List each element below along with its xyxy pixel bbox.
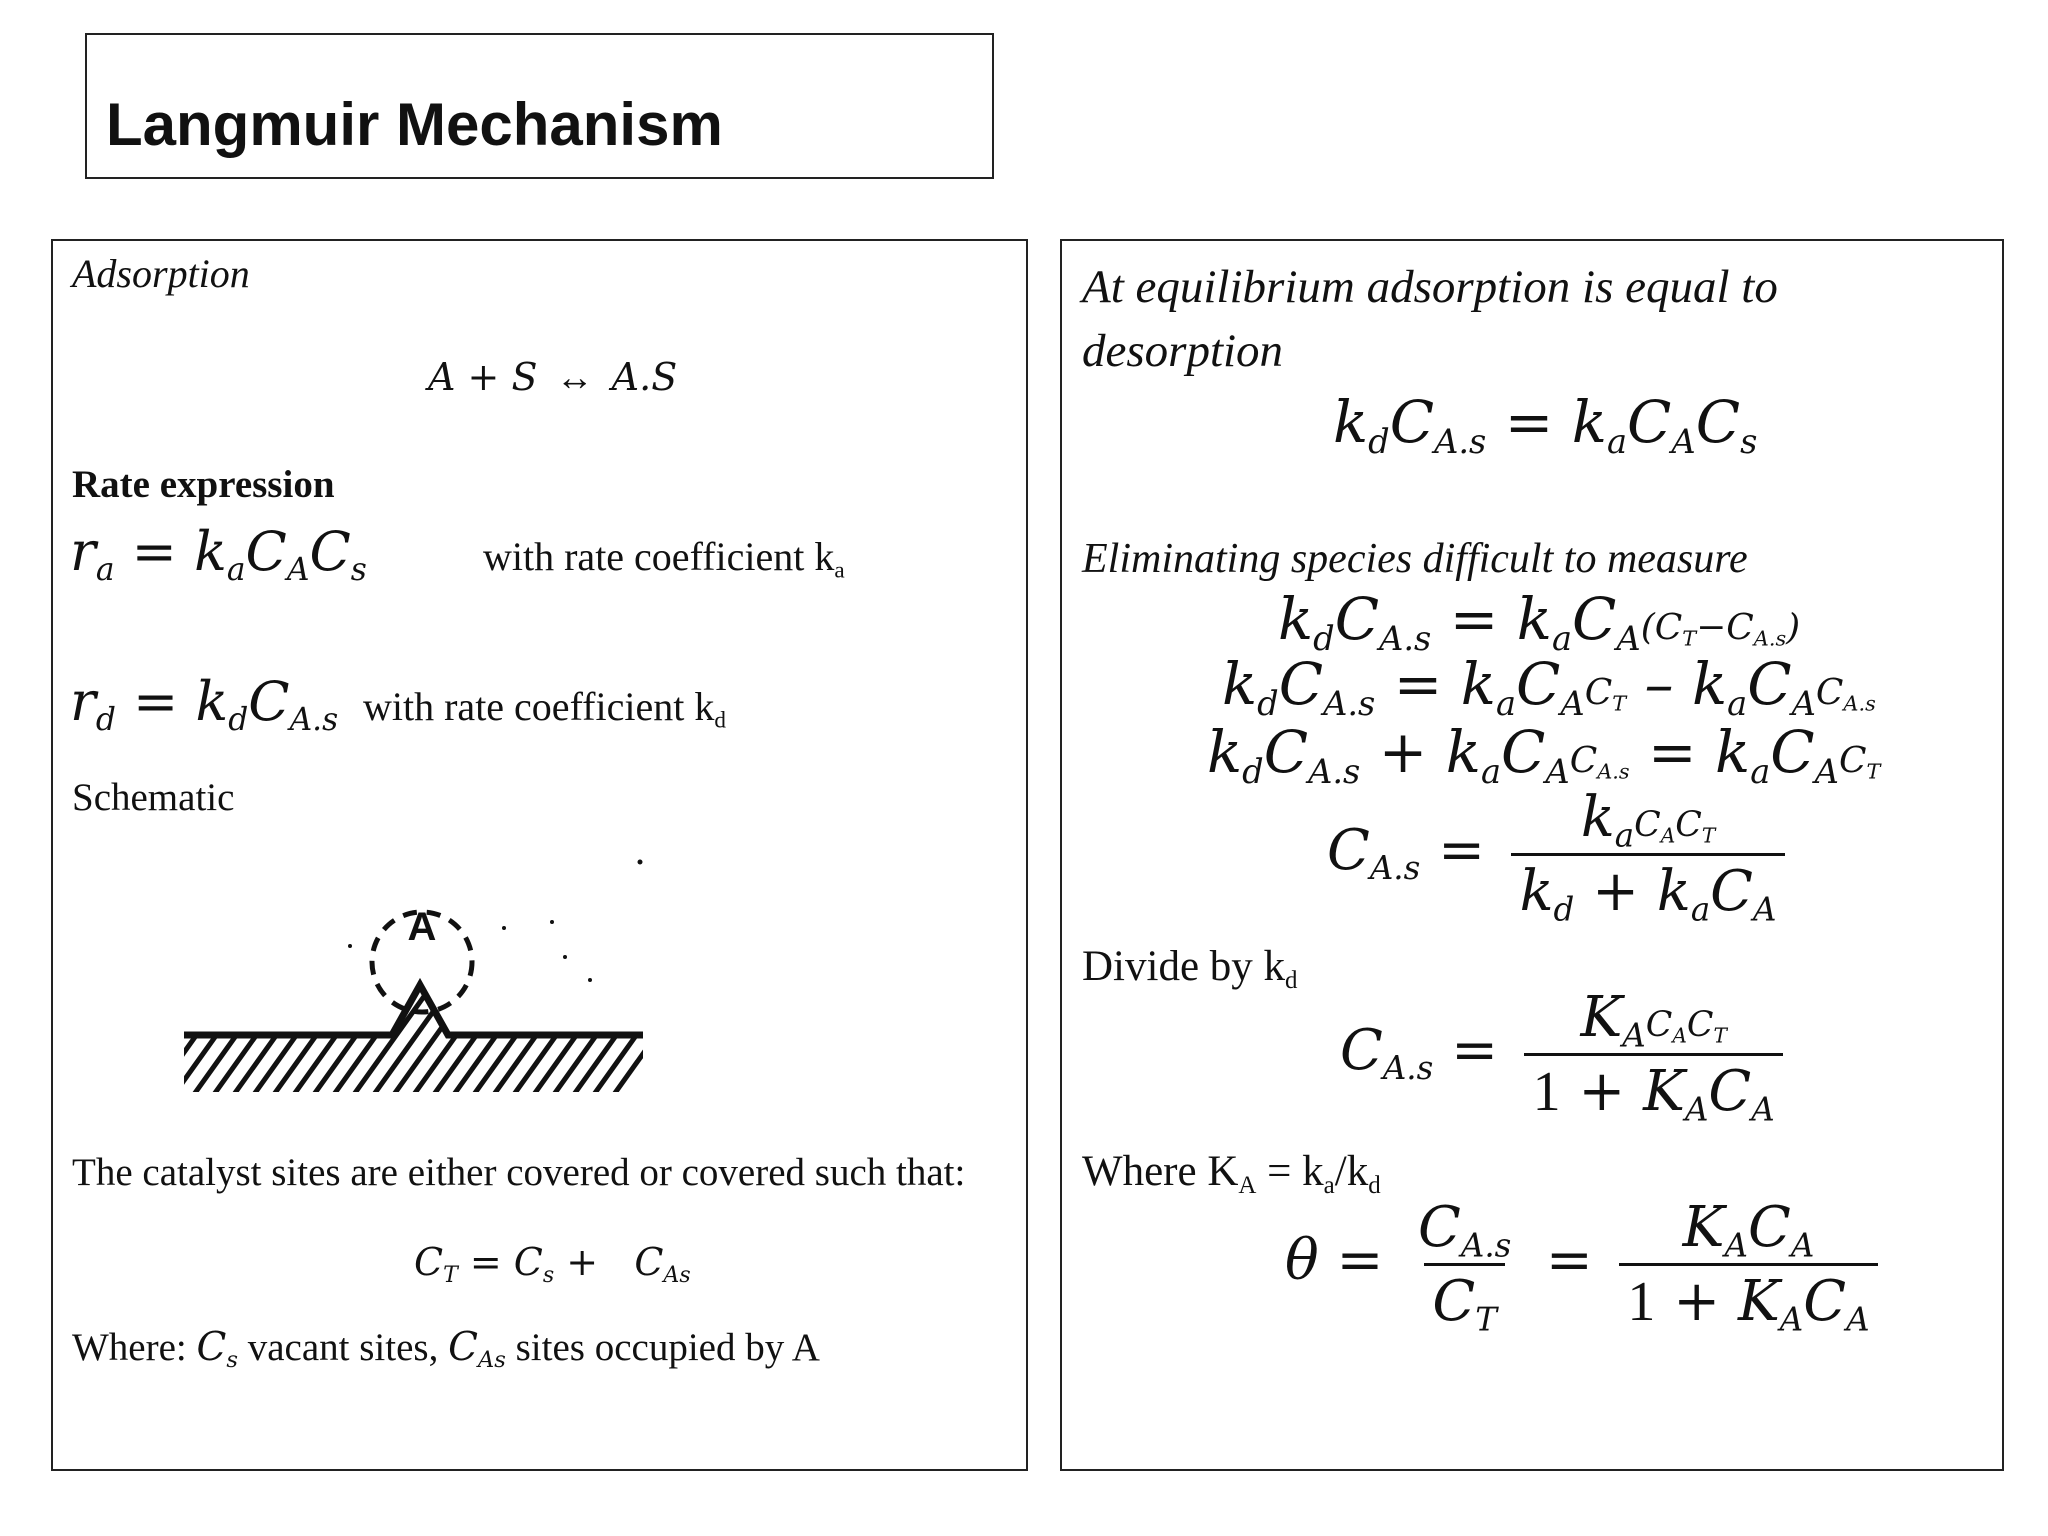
page-title: Langmuir Mechanism — [106, 91, 723, 158]
divide-sub: d — [1285, 966, 1298, 994]
adsorption-heading: Adsorption — [72, 251, 250, 296]
rate-expression-heading: Rate expression — [72, 463, 335, 506]
ra-equation: $r_a = k_aC_AC_s$ — [70, 520, 367, 589]
ra-text: with rate coefficient k — [483, 534, 835, 579]
where-end: sites occupied by A — [505, 1326, 820, 1369]
where-k-sub1: A — [1238, 1171, 1257, 1199]
reaction-rhs: A.S — [611, 355, 678, 399]
where-mid: vacant sites, — [237, 1326, 449, 1369]
coverage-fraction-1: $C_{A.s}$ = $\frac{k_aC_AC_T}{k_d + k_aC_A}$ — [1327, 785, 1793, 924]
equilibrium-intro: At equilibrium adsorption is equal to desorption — [1082, 261, 1778, 377]
where-k-sub3: d — [1368, 1171, 1381, 1199]
where-k-sub2: a — [1323, 1171, 1335, 1199]
reaction-lhs: A + S — [428, 355, 538, 399]
reaction-equation — [428, 355, 677, 400]
ra-coefficient-text — [483, 533, 845, 584]
adsorption-schematic — [170, 840, 670, 1110]
schematic-label: Schematic — [72, 776, 235, 819]
where-k-definition — [1082, 1147, 1381, 1199]
schematic-atom-label: A — [407, 905, 437, 949]
where-k-prefix: Where K — [1082, 1148, 1239, 1195]
reaction-arrow: ↔ — [555, 357, 594, 399]
coverage-fraction-2: $C_{A.s}$ = $\frac{K_AC_AC_T}{1 + K_AC_A}$ — [1340, 985, 1792, 1124]
catalyst-sites-text: The catalyst sites are either covered or covered such that: — [72, 1151, 966, 1194]
elimination-step-3: $k_dC_{A.s} + k_aC_AC_{A.s} = k_aC_AC_T$ — [1207, 718, 1881, 791]
elimination-step-2: $k_dC_{A.s} = k_aC_AC_T - k_aC_AC_{A.s}$ — [1222, 650, 1876, 723]
rd-coefficient-text — [363, 683, 726, 734]
rd-sub: d — [714, 707, 726, 734]
divide-text: Divide by k — [1082, 943, 1286, 990]
ra-sub: a — [834, 557, 845, 584]
where-k-eq: = k — [1256, 1148, 1324, 1195]
divide-by-text — [1082, 942, 1298, 994]
where-definitions: Where: $C_s$ vacant sites, $C_{As}$ sites occupied by A — [72, 1325, 820, 1374]
equilibrium-equation: $k_dC_{A.s} = k_aC_AC_s$ — [1333, 388, 1758, 461]
site-balance-equation: $C_T = C_s + C_{As}$ — [414, 1240, 691, 1289]
where-k-slash: /k — [1334, 1148, 1369, 1195]
where-prefix: Where: — [72, 1326, 197, 1369]
elimination-step-1: $k_dC_{A.s} = k_aC_A(C_T-C_{A.s})$ — [1278, 585, 1801, 658]
rd-equation: $r_d = k_dC_{A.s}$ — [70, 670, 339, 739]
eliminating-text: Eliminating species difficult to measure — [1082, 536, 1748, 582]
rd-text: with rate coefficient k — [363, 684, 715, 729]
theta-equation: θ = $\frac{C_{A.s}}{C_T}$ = $\frac{K_AC_A}{1 + K_AC_A}$ — [1285, 1195, 1886, 1334]
